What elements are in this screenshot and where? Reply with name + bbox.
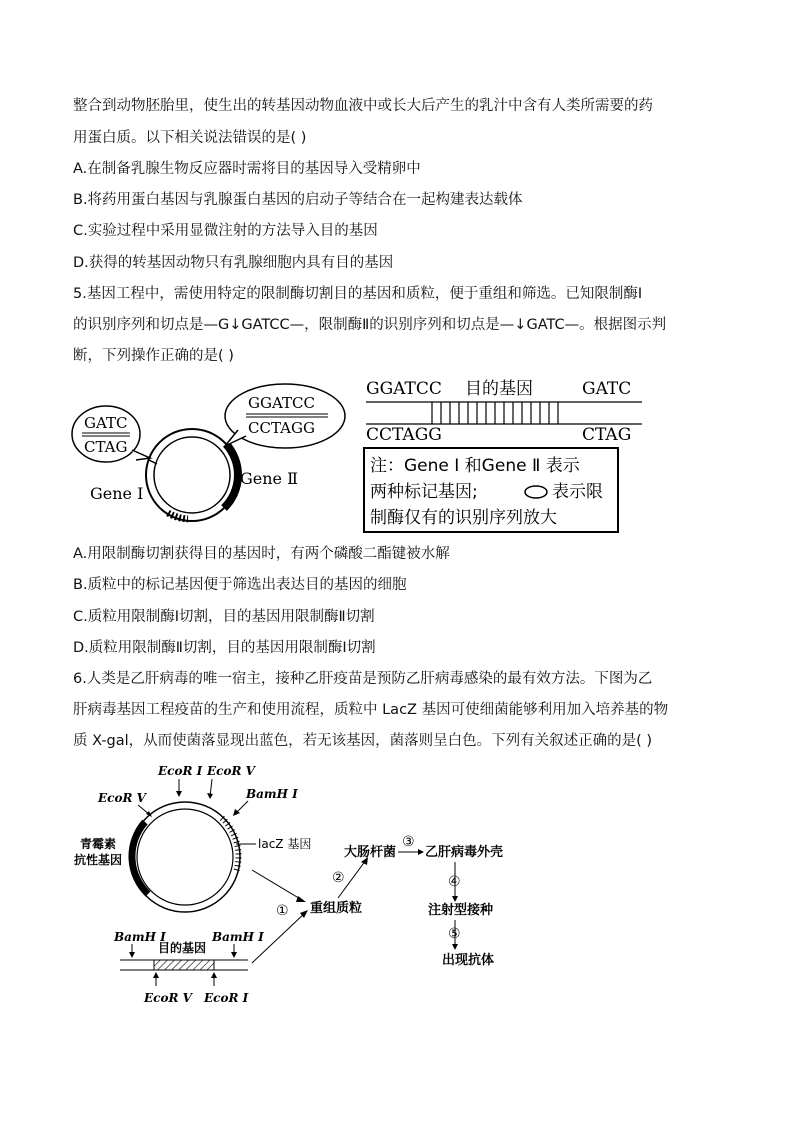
target-gene-segment bbox=[154, 960, 214, 970]
right-bubble-bottom-seq: CCTAGG bbox=[248, 419, 315, 437]
penicillin-gene-label-1: 青霉素 bbox=[80, 837, 117, 851]
q4-option-b: B.将药用蛋白基因与乳腺蛋白基因的启动子等结合在一起构建表达载体 bbox=[73, 192, 523, 208]
q4-option-d: D.获得的转基因动物只有乳腺细胞内具有目的基因 bbox=[73, 255, 394, 271]
plasmid-ring-inner bbox=[154, 437, 230, 513]
q5-option-d: D.质粒用限制酶Ⅱ切割，目的基因用限制酶Ⅰ切割 bbox=[73, 640, 376, 656]
q5-option-a: A.用限制酶切割获得目的基因时，有两个磷酸二酯键被水解 bbox=[73, 546, 450, 562]
figure-plasmid-restriction bbox=[70, 372, 650, 537]
plasmid-inner bbox=[137, 809, 233, 905]
q4-stem-line-1: 整合到动物胚胎里，使生出的转基因动物血液中或长大后产生的乳汁中含有人类所需要的药 bbox=[73, 98, 653, 114]
target-gene-bars bbox=[432, 402, 558, 424]
note-line-2a: 两种标记基因; bbox=[370, 482, 478, 502]
penicillin-gene-label-2: 抗性基因 bbox=[74, 853, 123, 867]
step-4: ④ bbox=[448, 874, 461, 890]
bamhi-right-label: BamH Ⅰ bbox=[212, 930, 264, 944]
step-3: ③ bbox=[402, 834, 415, 850]
fragment-target-gene-label: 目的基因 bbox=[465, 379, 533, 399]
q5-stem-line-2: 的识别序列和切点是—G↓GATCC—，限制酶Ⅱ的识别序列和切点是—↓GATC—。根据图示判 bbox=[73, 317, 667, 333]
fragment-bottom-right-seq: CTAG bbox=[582, 425, 632, 445]
q5-stem-line-3: 断，下列操作正确的是( ) bbox=[73, 348, 234, 364]
lacz-gene-label: lacZ 基因 bbox=[258, 837, 312, 851]
gene1-label: Gene Ⅰ bbox=[90, 484, 144, 503]
q5-option-c: C.质粒用限制酶Ⅰ切割，目的基因用限制酶Ⅱ切割 bbox=[73, 609, 375, 625]
step-5: ⑤ bbox=[448, 926, 461, 942]
note-line-1: 注：Gene Ⅰ 和Gene Ⅱ 表示 bbox=[370, 456, 580, 476]
q6-stem-line-3: 质 X-gal，从而使菌落显现出蓝色，若无该基因，菌落则呈白色。下列有关叙述正确的是( ) bbox=[73, 733, 653, 749]
q4-option-a: A.在制备乳腺生物反应器时需将目的基因导入受精卵中 bbox=[73, 161, 421, 177]
injection-label: 注射型接种 bbox=[428, 903, 494, 918]
ecori-top-label: EcoR Ⅰ bbox=[158, 764, 203, 778]
ecorv-left-label: EcoR Ⅴ bbox=[98, 791, 146, 805]
antibody-label: 出现抗体 bbox=[442, 953, 495, 968]
bamhi-left-label: BamH Ⅰ bbox=[114, 930, 166, 944]
left-bubble-bottom-seq: CTAG bbox=[84, 438, 128, 456]
fragment-top-left-seq: GGATCC bbox=[366, 379, 442, 399]
q4-option-c: C.实验过程中采用显微注射的方法导入目的基因 bbox=[73, 223, 378, 239]
figure-vaccine-flow bbox=[70, 760, 530, 1010]
step-2: ② bbox=[332, 870, 345, 886]
left-bubble-top-seq: GATC bbox=[84, 414, 128, 432]
hbv-coat-label: 乙肝病毒外壳 bbox=[425, 845, 504, 860]
note-line-2b: 表示限 bbox=[552, 482, 603, 502]
target-gene-label: 目的基因 bbox=[158, 941, 207, 955]
q4-stem-line-2: 用蛋白质。以下相关说法错误的是( ) bbox=[73, 130, 307, 146]
right-bubble-top-seq: GGATCC bbox=[248, 394, 315, 412]
q6-stem-line-2: 肝病毒基因工程疫苗的生产和使用流程，质粒中 LacZ 基因可使细菌能够利用加入培养基的物 bbox=[73, 702, 669, 718]
gene2-label: Gene Ⅱ bbox=[240, 469, 298, 488]
fragment-top-right-seq: GATC bbox=[582, 379, 632, 399]
q6-stem-line-1: 6.人类是乙肝病毒的唯一宿主，接种乙肝疫苗是预防乙肝病毒感染的最有效方法。下图为乙 bbox=[73, 671, 653, 687]
recombinant-plasmid-label: 重组质粒 bbox=[310, 901, 363, 916]
ecorv-bottom-label: EcoR Ⅴ bbox=[144, 991, 192, 1005]
ecorv-top-label: EcoR Ⅴ bbox=[207, 764, 255, 778]
q5-stem-line-1: 5.基因工程中，需使用特定的限制酶切割目的基因和质粒，便于重组和筛选。已知限制酶Ⅰ bbox=[73, 286, 643, 302]
gene2-segment bbox=[224, 444, 238, 508]
ecoli-label: 大肠杆菌 bbox=[344, 845, 397, 860]
ecori-bottom-label: EcoR Ⅰ bbox=[204, 991, 249, 1005]
note-line-3: 制酶仅有的识别序列放大 bbox=[370, 508, 557, 528]
q5-option-b: B.质粒中的标记基因便于筛选出表达目的基因的细胞 bbox=[73, 577, 407, 593]
bamhi-top-label: BamH Ⅰ bbox=[246, 787, 298, 801]
step-1: ① bbox=[276, 903, 289, 919]
fragment-bottom-left-seq: CCTAGG bbox=[366, 425, 442, 445]
penicillin-gene-segment bbox=[132, 822, 148, 894]
